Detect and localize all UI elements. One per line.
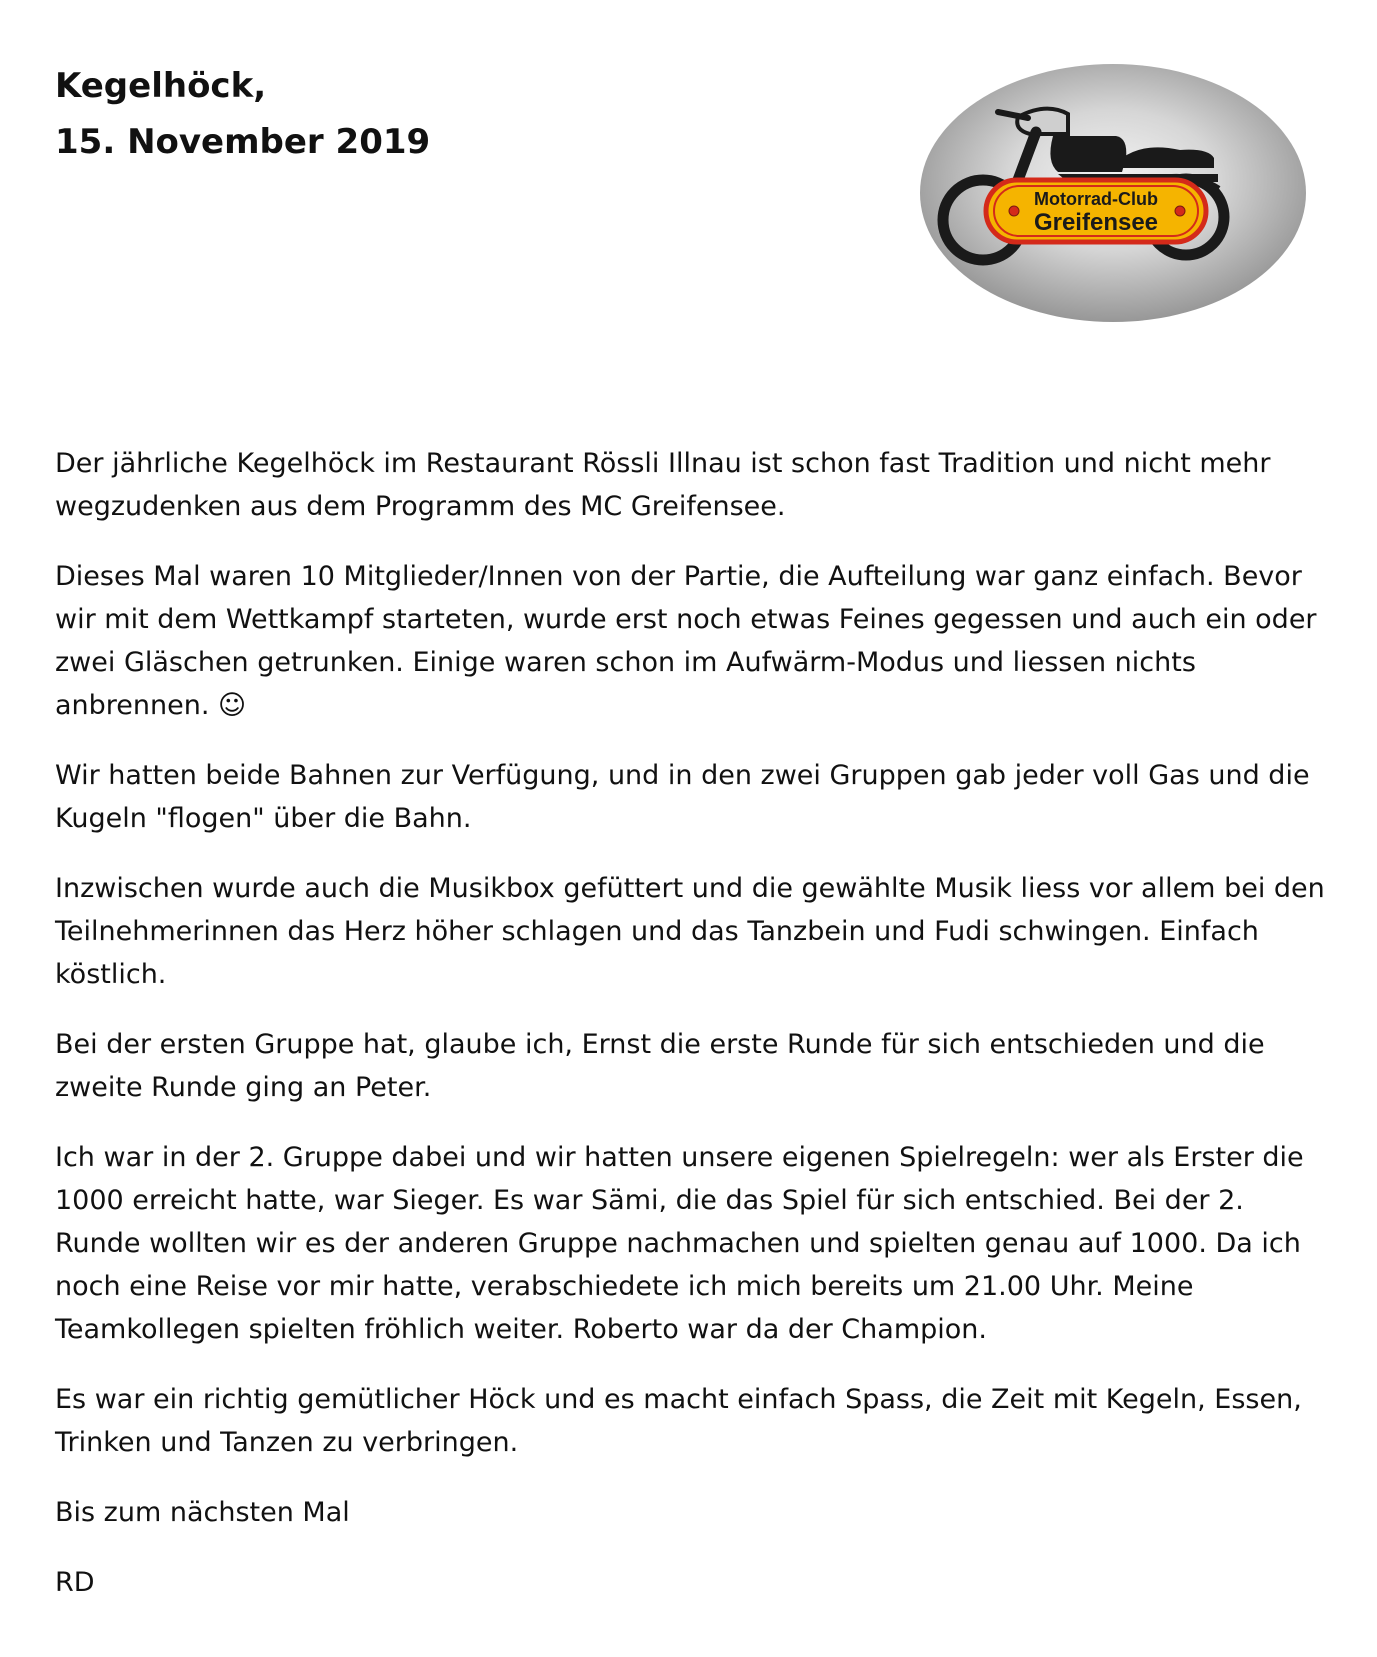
- badge-rivet-icon: [1175, 206, 1185, 216]
- paragraph: Der jährliche Kegelhöck im Restaurant Rössli Illnau ist schon fast Tradition und nicht mehr wegzudenken aus dem Programm des MC Greifensee.: [55, 448, 1271, 522]
- logo-text-line-1: Motorrad-Club: [1034, 189, 1158, 209]
- badge-rivet-icon: [1009, 206, 1019, 216]
- club-logo: [918, 62, 1308, 324]
- title-line-2: 15. November 2019: [55, 122, 431, 162]
- paragraph: Ich war in der 2. Gruppe dabei und wir hatten unsere eigenen Spielregeln: wer als Erster die 1000 erreicht hatte, war Sieger. Es war Sämi, die das Spiel für sich entschied. Bei der 2. Runde wollten wir es der anderen Gruppe nachmachen und spielten genau auf 1000. Da ich noch eine Reise vor mir hatte, verabschiedete ich mich bereits um 21.00 Uhr. Meine Teamkollegen spielten fröhlich weiter. Roberto war da der Champion.: [55, 1142, 1304, 1345]
- paragraph: Bei der ersten Gruppe hat, glaube ich, Ernst die erste Runde für sich entschieden und die zweite Runde ging an Peter.: [55, 1029, 1265, 1103]
- paragraph: Inzwischen wurde auch die Musikbox gefüttert und die gewählte Musik liess vor allem bei den Teilnehmerinnen das Herz höher schlagen und das Tanzbein und Fudi schwingen. Einfach köstlich.: [55, 873, 1325, 990]
- paragraph: Wir hatten beide Bahnen zur Verfügung, und in den zwei Gruppen gab jeder voll Gas und die Kugeln "flogen" über die Bahn.: [55, 760, 1310, 834]
- page-title: [55, 58, 430, 170]
- title-line-1: Kegelhöck,: [55, 66, 267, 106]
- paragraph: Dieses Mal waren 10 Mitglieder/Innen von der Partie, die Aufteilung war ganz einfach. Bevor wir mit dem Wettkampf starteten, wurde erst noch etwas Feines gegessen und auch ein oder zwei Gläschen getrunken. Einige waren schon im Aufwärm-Modus und liessen nichts anbrennen. ☺: [55, 561, 1317, 721]
- paragraph: Es war ein richtig gemütlicher Höck und es macht einfach Spass, die Zeit mit Kegeln, Essen, Trinken und Tanzen zu verbringen.: [55, 1384, 1302, 1458]
- article-body: [55, 442, 1325, 1631]
- author-signature: RD: [55, 1567, 95, 1598]
- logo-text-line-2: Greifensee: [1033, 209, 1159, 236]
- club-badge: [986, 180, 1206, 242]
- closing-line: Bis zum nächsten Mal: [55, 1497, 350, 1528]
